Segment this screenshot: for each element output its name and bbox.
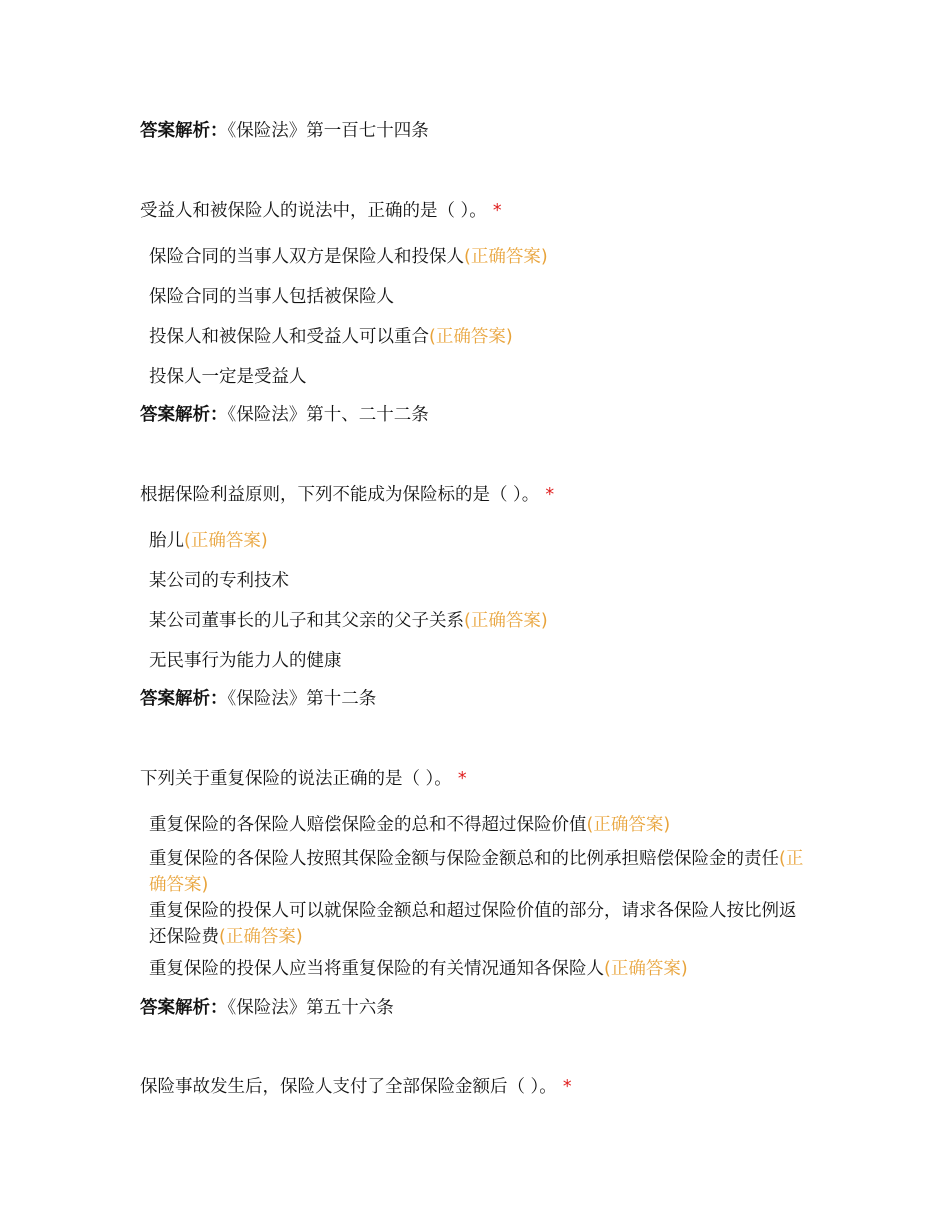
question-title bbox=[140, 1075, 810, 1099]
option-text: 重复保险的投保人可以就保险金额总和超过保险价值的部分，请求各保险人按比例返还保险费 bbox=[149, 901, 797, 947]
correct-answer-tag: (正确答案) bbox=[219, 927, 303, 947]
option-text: 保险合同的当事人包括被保险人 bbox=[149, 287, 394, 307]
correct-answer-tag: (正确答案) bbox=[184, 531, 268, 551]
correct-answer-tag: (正确答案) bbox=[604, 959, 688, 979]
required-mark: * bbox=[457, 769, 467, 789]
required-mark: * bbox=[562, 1077, 572, 1097]
question-1 bbox=[140, 199, 810, 223]
correct-answer-tag: (正确答案) bbox=[586, 815, 671, 835]
correct-answer-tag: (正确答案) bbox=[464, 611, 548, 631]
analysis-text: 《保险法》第一百七十四条 bbox=[227, 121, 429, 141]
correct-answer-tag: (正确答案) bbox=[429, 327, 513, 347]
option-q1-c[interactable] bbox=[149, 324, 804, 350]
option-text: 重复保险的各保险人按照其保险金额与保险金额总和的比例承担赔偿保险金的责任 bbox=[149, 849, 779, 869]
option-text: 投保人一定是受益人 bbox=[149, 367, 307, 387]
top-analysis bbox=[140, 119, 810, 143]
option-text: 某公司董事长的儿子和其父亲的父子关系 bbox=[149, 611, 464, 631]
option-q1-d[interactable] bbox=[149, 364, 804, 390]
analysis-text: 《保险法》第十二条 bbox=[227, 689, 377, 709]
option-q2-a[interactable] bbox=[149, 528, 804, 554]
option-text: 某公司的专利技术 bbox=[149, 571, 289, 591]
required-mark: * bbox=[492, 201, 502, 221]
analysis-label: 答案解析： bbox=[140, 121, 228, 141]
analysis-label: 答案解析： bbox=[140, 689, 228, 709]
question-3 bbox=[140, 767, 810, 791]
question-2-analysis bbox=[140, 687, 810, 711]
option-q3-d[interactable] bbox=[149, 956, 804, 982]
question-title bbox=[140, 767, 810, 791]
analysis-text: 《保险法》第十、二十二条 bbox=[227, 405, 429, 425]
question-title-text: 下列关于重复保险的说法正确的是（ ）。 bbox=[140, 769, 452, 789]
question-4 bbox=[140, 1075, 810, 1099]
question-3-options bbox=[140, 812, 810, 982]
option-text: 投保人和被保险人和受益人可以重合 bbox=[149, 327, 429, 347]
option-text: 胎儿 bbox=[149, 531, 184, 551]
option-q2-d[interactable] bbox=[149, 648, 804, 674]
option-q3-a[interactable] bbox=[149, 812, 804, 838]
question-2 bbox=[140, 483, 810, 507]
option-q2-c[interactable] bbox=[149, 608, 804, 634]
option-q1-a[interactable] bbox=[149, 244, 804, 270]
analysis-text: 《保险法》第五十六条 bbox=[227, 998, 394, 1018]
question-title bbox=[140, 199, 810, 223]
analysis-label: 答案解析： bbox=[140, 405, 228, 425]
option-text: 重复保险的各保险人赔偿保险金的总和不得超过保险价值 bbox=[149, 815, 587, 835]
question-1-options bbox=[140, 244, 810, 390]
question-3-analysis bbox=[140, 996, 810, 1020]
option-q2-b[interactable] bbox=[149, 568, 804, 594]
question-title bbox=[140, 483, 810, 507]
correct-answer-tag: (正确答案) bbox=[149, 849, 804, 895]
option-q1-b[interactable] bbox=[149, 284, 804, 310]
question-2-options bbox=[140, 528, 810, 674]
correct-answer-tag: (正确答案) bbox=[464, 247, 548, 267]
analysis-label: 答案解析： bbox=[140, 998, 228, 1018]
required-mark: * bbox=[545, 485, 555, 505]
option-q3-b[interactable] bbox=[149, 846, 804, 898]
option-q3-c[interactable] bbox=[149, 898, 804, 950]
question-title-text: 保险事故发生后，保险人支付了全部保险金额后（ ）。 bbox=[140, 1077, 557, 1097]
question-title-text: 受益人和被保险人的说法中，正确的是（ ）。 bbox=[140, 201, 487, 221]
question-1-analysis bbox=[140, 403, 810, 427]
option-text: 保险合同的当事人双方是保险人和投保人 bbox=[149, 247, 464, 267]
question-title-text: 根据保险利益原则，下列不能成为保险标的是（ ）。 bbox=[140, 485, 540, 505]
option-text: 无民事行为能力人的健康 bbox=[149, 651, 342, 671]
option-text: 重复保险的投保人应当将重复保险的有关情况通知各保险人 bbox=[149, 959, 604, 979]
